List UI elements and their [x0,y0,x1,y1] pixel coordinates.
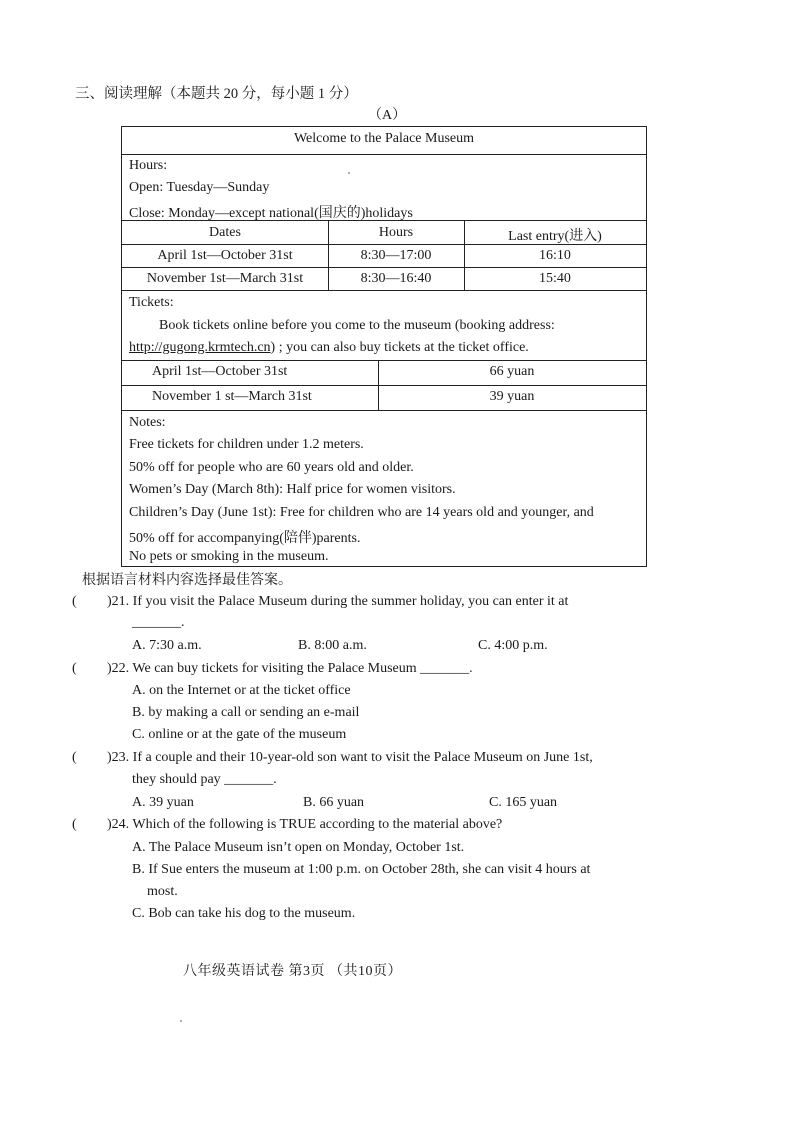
header-dates: Dates [209,225,241,240]
booking-link[interactable]: http://gugong.krmtech.cn [129,340,271,355]
option-b: B. 66 yuan [303,795,365,810]
option-c: C. 165 yuan [489,795,558,810]
note-item: 50% off for people who are 60 years old and older. [129,460,414,475]
price-row-dates: November 1 st—March 31st [152,389,312,404]
notice-box [121,126,647,567]
option-b: B. 8:00 a.m. [298,638,367,653]
option-c: C. 4:00 p.m. [478,638,548,653]
rule [122,410,646,411]
question-stem: they should pay _______. [132,772,277,787]
question-stem: )22. We can buy tickets for visiting the Palace Museum _______. [107,661,473,676]
hours-row-last-entry: 16:10 [539,248,571,263]
option-c: C. online or at the gate of the museum [132,727,347,742]
hours-row-hours: 8:30—16:40 [360,271,432,286]
answer-paren[interactable]: ( [72,750,77,765]
answer-paren[interactable]: ( [72,817,77,832]
tickets-label: Tickets: [129,295,174,310]
tickets-line: Book tickets online before you come to the museum (booking address: [159,318,555,333]
price-row-dates: April 1st—October 31st [152,364,288,379]
option-a: A. on the Internet or at the ticket office [132,683,351,698]
rule [122,385,646,386]
open-line: Open: Tuesday—Sunday [129,180,270,195]
scan-speck [180,1020,182,1022]
note-item: Children’s Day (June 1st): Free for children who are 14 years old and younger, and [129,505,594,520]
close-line: Close: Monday—except national(国庆的)holidays [129,206,413,221]
notes-label: Notes: [129,415,166,430]
note-item: Women’s Day (March 8th): Half price for women visitors. [129,482,456,497]
option-c: C. Bob can take his dog to the museum. [132,906,356,921]
hours-row-dates: November 1st—March 31st [146,271,304,286]
option-b: B. If Sue enters the museum at 1:00 p.m. on October 28th, she can visit 4 hours at [132,862,591,877]
question-stem: _______. [132,615,185,630]
answer-paren[interactable]: ( [72,594,77,609]
answer-paren[interactable]: ( [72,661,77,676]
question-stem: )24. Which of the following is TRUE according to the material above? [107,817,503,832]
question-stem: )21. If you visit the Palace Museum during the summer holiday, you can enter it at [107,594,569,609]
hours-row-last-entry: 15:40 [539,271,571,286]
option-b-continued: most. [147,884,178,899]
rule [122,154,646,155]
section-title: 三、阅读理解（本题共 20 分，每小题 1 分） [75,86,358,102]
option-a: A. 39 yuan [132,795,194,810]
note-item: 50% off for accompanying(陪伴)parents. [129,531,361,546]
tickets-line-rest: ) ; you can also buy tickets at the ticket office. [270,340,529,355]
question-stem: )23. If a couple and their 10-year-old son want to visit the Palace Museum on June 1st, [107,750,593,765]
hours-label: Hours: [129,158,168,173]
header-hours: Hours [378,225,414,240]
notice-title: Welcome to the Palace Museum [293,131,475,146]
option-a: A. 7:30 a.m. [132,638,202,653]
instruction: 根据语言材料内容选择最佳答案。 [82,573,292,588]
header-last-entry: Last entry(进入) [508,229,602,244]
price-row-price: 39 yuan [489,389,535,404]
option-a: A. The Palace Museum isn’t open on Monday, October 1st. [132,840,465,855]
scan-speck [348,172,350,174]
rule [122,290,646,291]
option-b: B. by making a call or sending an e-mail [132,705,360,720]
passage-label: （A） [368,108,407,123]
rule [122,267,646,268]
rule [122,360,646,361]
note-item: No pets or smoking in the museum. [129,549,329,564]
price-row-price: 66 yuan [489,364,535,379]
note-item: Free tickets for children under 1.2 meters. [129,437,364,452]
hours-row-dates: April 1st—October 31st [157,248,293,263]
tickets-line [129,340,529,356]
hours-row-hours: 8:30—17:00 [360,248,432,263]
page-footer: 八年级英语试卷 第3页 （共10页） [183,964,402,979]
